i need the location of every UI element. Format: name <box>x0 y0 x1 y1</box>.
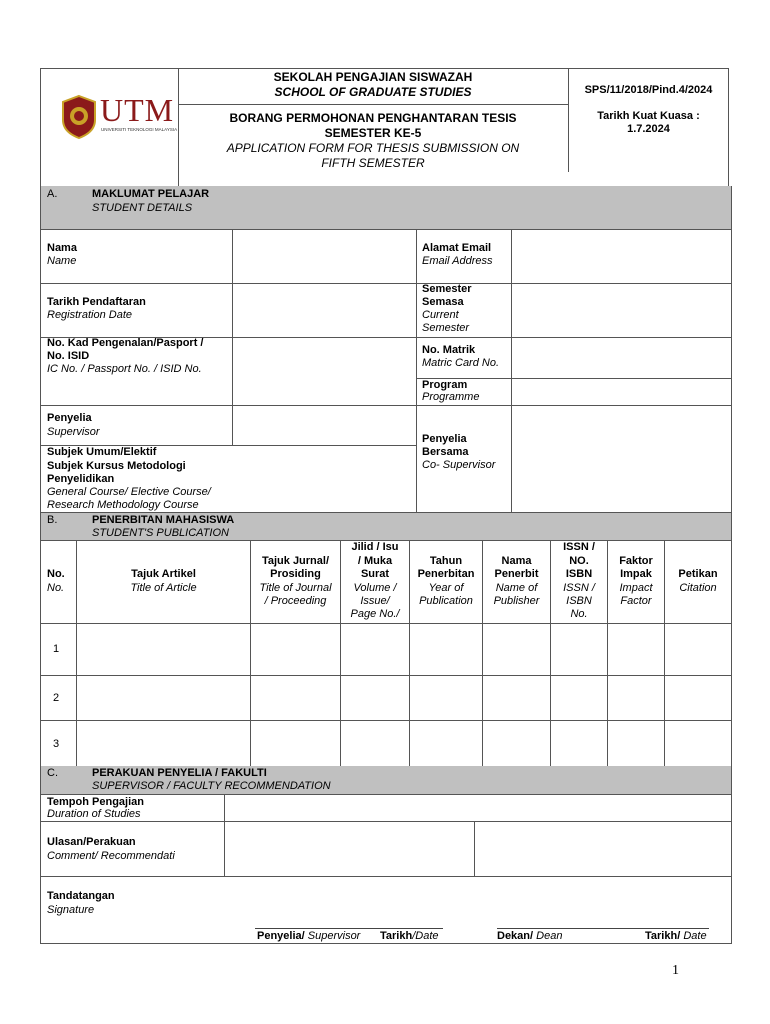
regdate-field[interactable] <box>233 284 416 337</box>
form-title-ms-1: BORANG PERMOHONAN PENGHANTARAN TESIS <box>229 111 517 125</box>
course-label-en-1: General Course/ Elective Course/ <box>47 486 211 498</box>
signature-label-en: Signature <box>47 904 95 916</box>
cosupervisor-label-en: Co- Supervisor <box>422 459 496 471</box>
col-publisher-en-1: Name of <box>495 582 538 594</box>
col-volume-en-3: Page No./ <box>350 608 400 620</box>
dean-signature-caption <box>497 930 562 943</box>
semester-label-en-2: Semester <box>422 322 470 334</box>
col-issn-3: ISBN <box>565 568 593 580</box>
course-label-2: Subjek Kursus Metodologi <box>47 460 186 472</box>
form-title-en-1: APPLICATION FORM FOR THESIS SUBMISSION ON <box>226 141 520 155</box>
utm-logo <box>58 92 178 142</box>
supervisor-label-en: Supervisor <box>47 426 100 438</box>
matric-label-en: Matric Card No. <box>422 357 500 369</box>
section-c-letter: C. <box>47 767 58 779</box>
cosupervisor-label-2: Bersama <box>422 446 469 458</box>
col-issn-en-2: ISBN <box>566 595 592 607</box>
school-name-en: SCHOOL OF GRADUATE STUDIES <box>274 85 472 99</box>
col-impact-en-2: Factor <box>620 595 652 607</box>
signature-label: Tandatangan <box>47 890 115 902</box>
table-row-number: 3 <box>53 738 60 750</box>
col-journal-2: Prosiding <box>270 568 321 580</box>
date2-ms: Tarikh/ <box>645 930 681 942</box>
col-citation: Petikan <box>678 568 718 580</box>
duration-label-en: Duration of Studies <box>47 808 141 820</box>
col-publisher-1: Nama <box>501 555 532 567</box>
col-issn-en-1: ISSN / <box>563 582 595 594</box>
course-label-1: Subjek Umum/Elektif <box>47 446 157 458</box>
col-year-en-2: Publication <box>419 595 473 607</box>
comment-label-en: Comment/ Recommendati <box>47 850 175 862</box>
utm-crest-icon <box>60 94 98 140</box>
supervisor-comment-field[interactable] <box>225 822 474 876</box>
name-label-en: Name <box>47 255 77 267</box>
col-volume-en-2: Issue/ <box>360 595 390 607</box>
col-issn-2: NO. <box>569 555 589 567</box>
name-label: Nama <box>47 242 77 254</box>
col-impact-en-1: Impact <box>619 582 653 594</box>
effective-label: Tarikh Kuat Kuasa : <box>597 110 700 122</box>
col-publisher-en-2: Publisher <box>493 595 540 607</box>
programme-label: Program <box>422 379 468 391</box>
supervisor-sign-en: Supervisor <box>307 930 361 942</box>
col-impact-1: Faktor <box>619 555 653 567</box>
name-field[interactable] <box>233 230 416 283</box>
semester-label-en-1: Current <box>422 309 459 321</box>
form-title-en-2: FIFTH SEMESTER <box>321 156 425 170</box>
col-journal-en-1: Title of Journal <box>259 582 332 594</box>
col-publisher-2: Penerbit <box>494 568 539 580</box>
col-impact-2: Impak <box>620 568 652 580</box>
section-c-title-ms: PERAKUAN PENYELIA / FAKULTI <box>92 767 267 779</box>
school-name-ms: SEKOLAH PENGAJIAN SISWAZAH <box>273 70 473 84</box>
duration-label: Tempoh Pengajian <box>47 796 144 808</box>
col-volume-en-1: Volume / <box>353 582 397 594</box>
duration-field[interactable] <box>225 795 731 821</box>
email-label-en: Email Address <box>422 255 493 267</box>
cosupervisor-field[interactable] <box>512 406 731 512</box>
date1-ms: Tarikh <box>380 930 413 942</box>
form-title-ms-2: SEMESTER KE-5 <box>324 126 422 140</box>
ic-label-1: No. Kad Pengenalan/Pasport / <box>47 337 204 349</box>
supervisor-field[interactable] <box>233 406 416 445</box>
col-issn-en-3: No. <box>570 608 588 620</box>
table-row-number: 2 <box>53 692 60 704</box>
col-no: No. <box>47 568 65 580</box>
section-a-title-ms: MAKLUMAT PELAJAR <box>92 188 210 200</box>
page-number: 1 <box>672 963 679 978</box>
col-citation-en: Citation <box>679 582 717 594</box>
dean-comment-field[interactable] <box>475 822 731 876</box>
col-year-2: Penerbitan <box>417 568 475 580</box>
logo-subtitle: UNIVERSITI TEKNOLOGI MALAYSIA <box>101 127 178 132</box>
logo-text: UTM <box>100 92 175 128</box>
date1-en: /Date <box>412 930 439 942</box>
col-year-1: Tahun <box>429 555 463 567</box>
course-label-en-2: Research Methodology Course <box>47 499 199 511</box>
section-b-title-en: STUDENT'S PUBLICATION <box>92 527 229 539</box>
email-label: Alamat Email <box>422 242 492 254</box>
section-b-letter: B. <box>47 514 58 526</box>
supervisor-sign-ms: Penyelia/ <box>257 930 305 942</box>
date2-caption <box>645 930 707 943</box>
comment-label: Ulasan/Perakuan <box>47 836 136 848</box>
supervisor-label: Penyelia <box>47 412 92 424</box>
cosupervisor-label-1: Penyelia <box>422 433 467 445</box>
col-issn-1: ISSN / <box>563 541 595 553</box>
dean-sign-en: Dean <box>536 930 563 942</box>
regdate-label-en: Registration Date <box>47 309 132 321</box>
table-row-number: 1 <box>53 643 60 655</box>
effective-date: 1.7.2024 <box>627 123 670 135</box>
col-article: Tajuk Artikel <box>131 568 196 580</box>
regdate-label: Tarikh Pendaftaran <box>47 296 146 308</box>
col-volume-2: / Muka <box>357 555 393 567</box>
matric-field[interactable] <box>512 338 731 378</box>
col-no-en: No. <box>47 582 65 594</box>
doc-ref: SPS/11/2018/Pind.4/2024 <box>584 84 713 96</box>
programme-field[interactable] <box>512 379 731 405</box>
date1-caption <box>380 930 439 943</box>
section-a-title-en: STUDENT DETAILS <box>92 202 193 214</box>
course-label-3: Penyelidikan <box>47 473 115 485</box>
col-volume-3: Surat <box>360 568 390 580</box>
programme-label-en: Programme <box>422 391 480 403</box>
email-field[interactable] <box>512 230 731 283</box>
col-journal-en-2: / Proceeding <box>264 595 327 607</box>
section-a-letter: A. <box>47 188 58 200</box>
semester-label-1: Semester <box>422 283 472 295</box>
section-c-title-en: SUPERVISOR / FACULTY RECOMMENDATION <box>92 780 331 792</box>
ic-label-en: IC No. / Passport No. / ISID No. <box>47 363 202 375</box>
dean-sign-ms: Dekan/ <box>497 930 534 942</box>
date2-en: Date <box>683 930 707 942</box>
ic-label-2: No. ISID <box>47 350 90 362</box>
matric-label: No. Matrik <box>422 344 476 356</box>
ic-field[interactable] <box>233 338 416 405</box>
col-journal-1: Tajuk Jurnal/ <box>261 555 330 567</box>
section-b-title-ms: PENERBITAN MAHASISWA <box>92 514 235 526</box>
course-field[interactable] <box>233 446 416 512</box>
col-volume-1: Jilid / Isu <box>351 541 399 553</box>
supervisor-signature-caption <box>257 930 360 943</box>
semester-field[interactable] <box>512 284 731 337</box>
col-article-en: Title of Article <box>130 582 197 594</box>
semester-label-2: Semasa <box>422 296 464 308</box>
col-year-en-1: Year of <box>428 582 464 594</box>
